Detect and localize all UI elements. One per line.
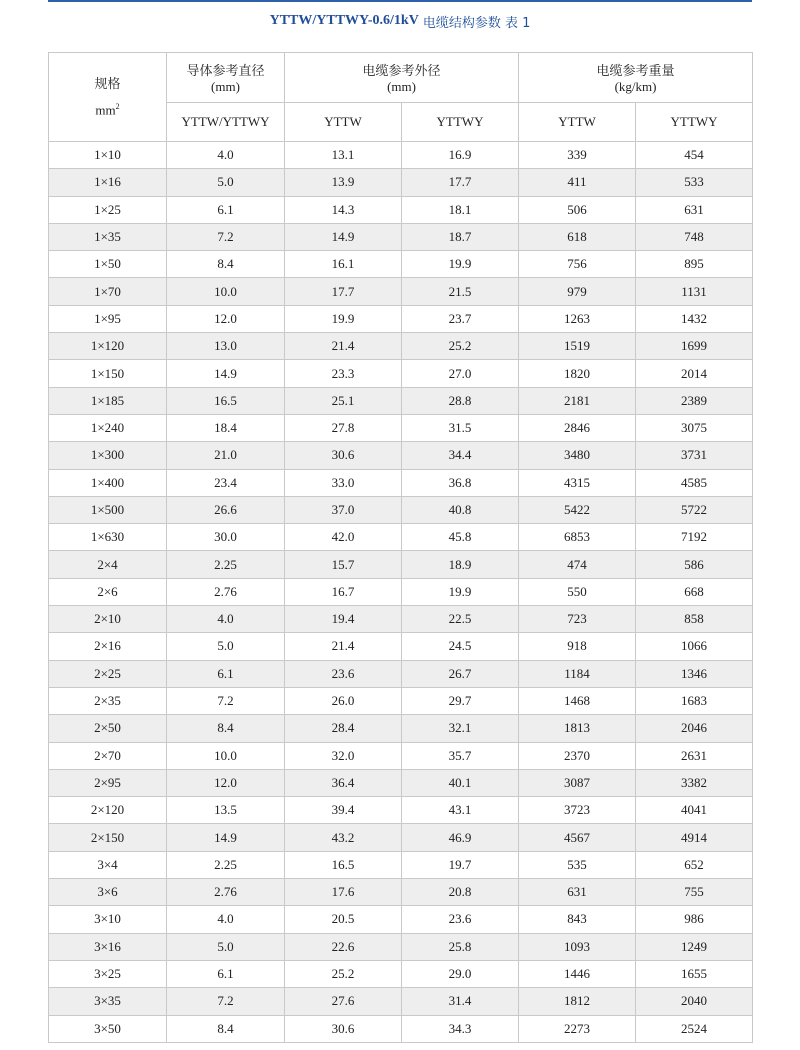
cell-weight-yttw: 618 [519,223,636,250]
cell-conductor-diameter: 13.0 [167,333,285,360]
cell-spec: 1×185 [49,387,167,414]
cell-outer-yttw: 25.2 [285,960,402,987]
cell-conductor-diameter: 2.25 [167,551,285,578]
header-conductor-label: 导体参考直径 [186,64,265,79]
cell-spec: 2×4 [49,551,167,578]
table-row [49,879,753,906]
cell-outer-yttw: 23.3 [285,360,402,387]
cell-spec: 3×4 [49,851,167,878]
cell-weight-yttw: 1446 [519,960,636,987]
cell-outer-yttw: 15.7 [285,551,402,578]
table-row [49,824,753,851]
table-row [49,305,753,332]
table-row [49,1015,753,1042]
cell-outer-yttwy: 19.9 [402,578,519,605]
cell-weight-yttw: 723 [519,606,636,633]
cell-weight-yttw: 756 [519,251,636,278]
cell-spec: 2×10 [49,606,167,633]
cell-outer-yttwy: 32.1 [402,715,519,742]
cell-weight-yttw: 843 [519,906,636,933]
table-row [49,278,753,305]
cell-spec: 3×10 [49,906,167,933]
cell-weight-yttwy: 4585 [636,469,753,496]
cell-conductor-diameter: 7.2 [167,223,285,250]
cell-spec: 1×240 [49,414,167,441]
header-outer-label: 电缆参考外径 [362,64,441,79]
cell-conductor-diameter: 2.76 [167,578,285,605]
cell-weight-yttw: 339 [519,142,636,169]
cell-conductor-diameter: 12.0 [167,769,285,796]
cell-outer-yttw: 36.4 [285,769,402,796]
table-row [49,551,753,578]
table-row [49,442,753,469]
header-conductor-unit: (mm) [211,79,240,94]
cell-outer-yttwy: 45.8 [402,524,519,551]
table-row [49,469,753,496]
cell-outer-yttw: 30.6 [285,442,402,469]
cell-conductor-diameter: 5.0 [167,933,285,960]
cell-conductor-diameter: 21.0 [167,442,285,469]
cell-weight-yttw: 2273 [519,1015,636,1042]
cell-outer-yttwy: 46.9 [402,824,519,851]
table-row [49,223,753,250]
cell-outer-yttwy: 25.8 [402,933,519,960]
cell-outer-yttwy: 22.5 [402,606,519,633]
cell-weight-yttw: 5422 [519,496,636,523]
cell-outer-yttwy: 27.0 [402,360,519,387]
cell-conductor-diameter: 6.1 [167,196,285,223]
table-row [49,251,753,278]
cell-outer-yttw: 30.6 [285,1015,402,1042]
cell-conductor-diameter: 18.4 [167,414,285,441]
table-row [49,633,753,660]
cell-outer-yttw: 26.0 [285,687,402,714]
cell-outer-yttwy: 23.7 [402,305,519,332]
cell-spec: 1×500 [49,496,167,523]
cell-weight-yttw: 4315 [519,469,636,496]
cell-outer-yttw: 27.8 [285,414,402,441]
cell-spec: 3×6 [49,879,167,906]
cell-outer-yttwy: 34.4 [402,442,519,469]
cell-weight-yttwy: 1683 [636,687,753,714]
table-row [49,142,753,169]
header-weight [519,53,753,103]
cell-weight-yttw: 2846 [519,414,636,441]
cell-spec: 1×95 [49,305,167,332]
cell-outer-yttwy: 23.6 [402,906,519,933]
cell-spec: 2×6 [49,578,167,605]
cell-conductor-diameter: 8.4 [167,251,285,278]
cell-weight-yttw: 1820 [519,360,636,387]
header-spec-unit: mm [95,102,116,118]
cell-outer-yttw: 13.1 [285,142,402,169]
cell-conductor-diameter: 23.4 [167,469,285,496]
cell-spec: 2×95 [49,769,167,796]
cell-outer-yttw: 22.6 [285,933,402,960]
cell-outer-yttw: 33.0 [285,469,402,496]
cell-weight-yttwy: 748 [636,223,753,250]
cell-weight-yttwy: 1131 [636,278,753,305]
cell-weight-yttwy: 2389 [636,387,753,414]
cell-spec: 1×400 [49,469,167,496]
cell-outer-yttw: 14.9 [285,223,402,250]
cell-outer-yttw: 16.1 [285,251,402,278]
table-title [48,0,752,40]
cell-weight-yttwy: 895 [636,251,753,278]
cell-weight-yttwy: 7192 [636,524,753,551]
cell-weight-yttw: 6853 [519,524,636,551]
cell-weight-yttwy: 3382 [636,769,753,796]
cell-weight-yttwy: 668 [636,578,753,605]
cell-outer-yttwy: 43.1 [402,797,519,824]
cell-outer-yttwy: 36.8 [402,469,519,496]
cell-outer-yttw: 16.5 [285,851,402,878]
cell-spec: 1×120 [49,333,167,360]
cell-conductor-diameter: 7.2 [167,988,285,1015]
cell-spec: 1×35 [49,223,167,250]
cell-conductor-diameter: 8.4 [167,715,285,742]
cell-outer-yttwy: 40.1 [402,769,519,796]
cell-weight-yttwy: 1699 [636,333,753,360]
cell-outer-yttwy: 21.5 [402,278,519,305]
cell-spec: 3×35 [49,988,167,1015]
cell-weight-yttw: 411 [519,169,636,196]
cell-spec: 2×150 [49,824,167,851]
cell-spec: 1×25 [49,196,167,223]
cell-spec: 1×16 [49,169,167,196]
cell-outer-yttw: 13.9 [285,169,402,196]
table-row [49,933,753,960]
cell-outer-yttw: 21.4 [285,633,402,660]
cell-conductor-diameter: 26.6 [167,496,285,523]
cell-conductor-diameter: 8.4 [167,1015,285,1042]
cell-weight-yttwy: 2046 [636,715,753,742]
cell-weight-yttwy: 1432 [636,305,753,332]
cell-spec: 1×300 [49,442,167,469]
table-row [49,960,753,987]
cell-conductor-diameter: 7.2 [167,687,285,714]
header-spec-unit-sup: 2 [115,101,120,111]
cell-weight-yttwy: 986 [636,906,753,933]
cell-outer-yttwy: 40.8 [402,496,519,523]
cell-weight-yttw: 550 [519,578,636,605]
cell-spec: 1×70 [49,278,167,305]
cell-weight-yttw: 474 [519,551,636,578]
subheader-conductor-type: YTTW/YTTWY [167,103,285,142]
cell-outer-yttw: 17.7 [285,278,402,305]
cell-outer-yttw: 43.2 [285,824,402,851]
cell-weight-yttw: 1184 [519,660,636,687]
table-row [49,360,753,387]
cell-outer-yttw: 25.1 [285,387,402,414]
table-row [49,797,753,824]
cell-conductor-diameter: 12.0 [167,305,285,332]
cell-outer-yttw: 16.7 [285,578,402,605]
table-row [49,496,753,523]
cell-weight-yttw: 918 [519,633,636,660]
table-row [49,742,753,769]
cell-outer-yttwy: 19.7 [402,851,519,878]
cell-outer-yttwy: 34.3 [402,1015,519,1042]
cell-conductor-diameter: 10.0 [167,278,285,305]
table-row [49,769,753,796]
cell-conductor-diameter: 5.0 [167,633,285,660]
table-row [49,988,753,1015]
table-row [49,578,753,605]
cell-outer-yttwy: 18.9 [402,551,519,578]
table-row [49,524,753,551]
cell-outer-yttw: 37.0 [285,496,402,523]
cell-conductor-diameter: 4.0 [167,906,285,933]
cell-weight-yttwy: 858 [636,606,753,633]
cell-outer-yttw: 28.4 [285,715,402,742]
cell-weight-yttwy: 1249 [636,933,753,960]
header-spec [49,53,167,142]
cell-conductor-diameter: 6.1 [167,960,285,987]
cell-weight-yttwy: 2014 [636,360,753,387]
subheader-weight-yttw: YTTW [519,103,636,142]
cell-weight-yttw: 3723 [519,797,636,824]
table-row [49,851,753,878]
cell-weight-yttw: 3087 [519,769,636,796]
cell-outer-yttw: 17.6 [285,879,402,906]
subheader-weight-yttwy: YTTWY [636,103,753,142]
cell-weight-yttw: 631 [519,879,636,906]
cell-conductor-diameter: 6.1 [167,660,285,687]
subheader-outer-yttwy: YTTWY [402,103,519,142]
cell-outer-yttwy: 29.0 [402,960,519,987]
cell-weight-yttw: 1813 [519,715,636,742]
cell-weight-yttwy: 586 [636,551,753,578]
cell-spec: 1×50 [49,251,167,278]
cell-weight-yttw: 535 [519,851,636,878]
cell-conductor-diameter: 5.0 [167,169,285,196]
cell-outer-yttwy: 28.8 [402,387,519,414]
cell-outer-yttwy: 18.7 [402,223,519,250]
cell-conductor-diameter: 2.76 [167,879,285,906]
cell-conductor-diameter: 30.0 [167,524,285,551]
cell-weight-yttwy: 3731 [636,442,753,469]
table-body [49,142,753,1043]
cell-spec: 2×35 [49,687,167,714]
cell-outer-yttw: 19.4 [285,606,402,633]
cell-weight-yttw: 1519 [519,333,636,360]
cell-weight-yttw: 1263 [519,305,636,332]
table-row [49,687,753,714]
header-conductor [167,53,285,103]
cell-spec: 2×16 [49,633,167,660]
cell-spec: 3×16 [49,933,167,960]
cell-weight-yttwy: 631 [636,196,753,223]
table-row [49,196,753,223]
header-spec-label: 规格 [94,76,121,92]
header-outer-diameter [285,53,519,103]
cell-outer-yttw: 39.4 [285,797,402,824]
cell-outer-yttw: 42.0 [285,524,402,551]
cell-weight-yttw: 2181 [519,387,636,414]
cell-outer-yttwy: 31.5 [402,414,519,441]
table-row [49,333,753,360]
header-outer-unit: (mm) [387,79,416,94]
header-weight-label: 电缆参考重量 [596,64,675,79]
cell-weight-yttw: 1812 [519,988,636,1015]
cell-outer-yttw: 27.6 [285,988,402,1015]
cable-parameter-table [48,52,753,1043]
cell-outer-yttwy: 18.1 [402,196,519,223]
cell-outer-yttwy: 35.7 [402,742,519,769]
cell-weight-yttwy: 3075 [636,414,753,441]
table-row [49,169,753,196]
table-row [49,660,753,687]
cell-weight-yttwy: 755 [636,879,753,906]
cell-spec: 1×150 [49,360,167,387]
cell-weight-yttwy: 1066 [636,633,753,660]
cell-outer-yttw: 23.6 [285,660,402,687]
cell-outer-yttw: 14.3 [285,196,402,223]
cell-weight-yttwy: 1346 [636,660,753,687]
cell-spec: 2×50 [49,715,167,742]
table-row [49,414,753,441]
cell-spec: 3×25 [49,960,167,987]
cell-outer-yttwy: 31.4 [402,988,519,1015]
cell-outer-yttw: 19.9 [285,305,402,332]
cell-conductor-diameter: 16.5 [167,387,285,414]
cell-conductor-diameter: 2.25 [167,851,285,878]
cell-conductor-diameter: 4.0 [167,142,285,169]
table-row [49,906,753,933]
cell-spec: 2×120 [49,797,167,824]
cell-weight-yttw: 3480 [519,442,636,469]
cell-weight-yttw: 979 [519,278,636,305]
cell-weight-yttw: 1468 [519,687,636,714]
cell-outer-yttwy: 25.2 [402,333,519,360]
cell-conductor-diameter: 14.9 [167,360,285,387]
table-row [49,387,753,414]
cell-outer-yttwy: 20.8 [402,879,519,906]
table-row [49,606,753,633]
cell-outer-yttwy: 24.5 [402,633,519,660]
cell-outer-yttwy: 26.7 [402,660,519,687]
cell-weight-yttwy: 4041 [636,797,753,824]
cell-conductor-diameter: 10.0 [167,742,285,769]
cell-spec: 2×70 [49,742,167,769]
cell-outer-yttw: 32.0 [285,742,402,769]
cell-conductor-diameter: 4.0 [167,606,285,633]
cell-spec: 2×25 [49,660,167,687]
cell-outer-yttwy: 29.7 [402,687,519,714]
cell-spec: 1×630 [49,524,167,551]
cell-weight-yttwy: 2040 [636,988,753,1015]
cell-weight-yttw: 1093 [519,933,636,960]
cell-spec: 3×50 [49,1015,167,1042]
cell-weight-yttwy: 5722 [636,496,753,523]
cell-weight-yttwy: 454 [636,142,753,169]
cell-conductor-diameter: 13.5 [167,797,285,824]
cell-spec: 1×10 [49,142,167,169]
cell-weight-yttw: 2370 [519,742,636,769]
subheader-outer-yttw: YTTW [285,103,402,142]
cell-weight-yttwy: 2631 [636,742,753,769]
cell-weight-yttw: 4567 [519,824,636,851]
cell-outer-yttw: 20.5 [285,906,402,933]
cell-weight-yttwy: 533 [636,169,753,196]
table-title-main: YTTW/YTTWY-0.6/1kV [269,13,419,28]
cell-outer-yttwy: 16.9 [402,142,519,169]
cell-outer-yttwy: 19.9 [402,251,519,278]
cell-weight-yttwy: 1655 [636,960,753,987]
header-weight-unit: (kg/km) [614,79,657,94]
cell-outer-yttwy: 17.7 [402,169,519,196]
cell-weight-yttwy: 652 [636,851,753,878]
cell-weight-yttwy: 2524 [636,1015,753,1042]
cell-weight-yttw: 506 [519,196,636,223]
cell-weight-yttwy: 4914 [636,824,753,851]
table-title-caption: 电缆结构参数 表 1 [422,15,531,31]
cell-outer-yttw: 21.4 [285,333,402,360]
cell-conductor-diameter: 14.9 [167,824,285,851]
table-row [49,715,753,742]
